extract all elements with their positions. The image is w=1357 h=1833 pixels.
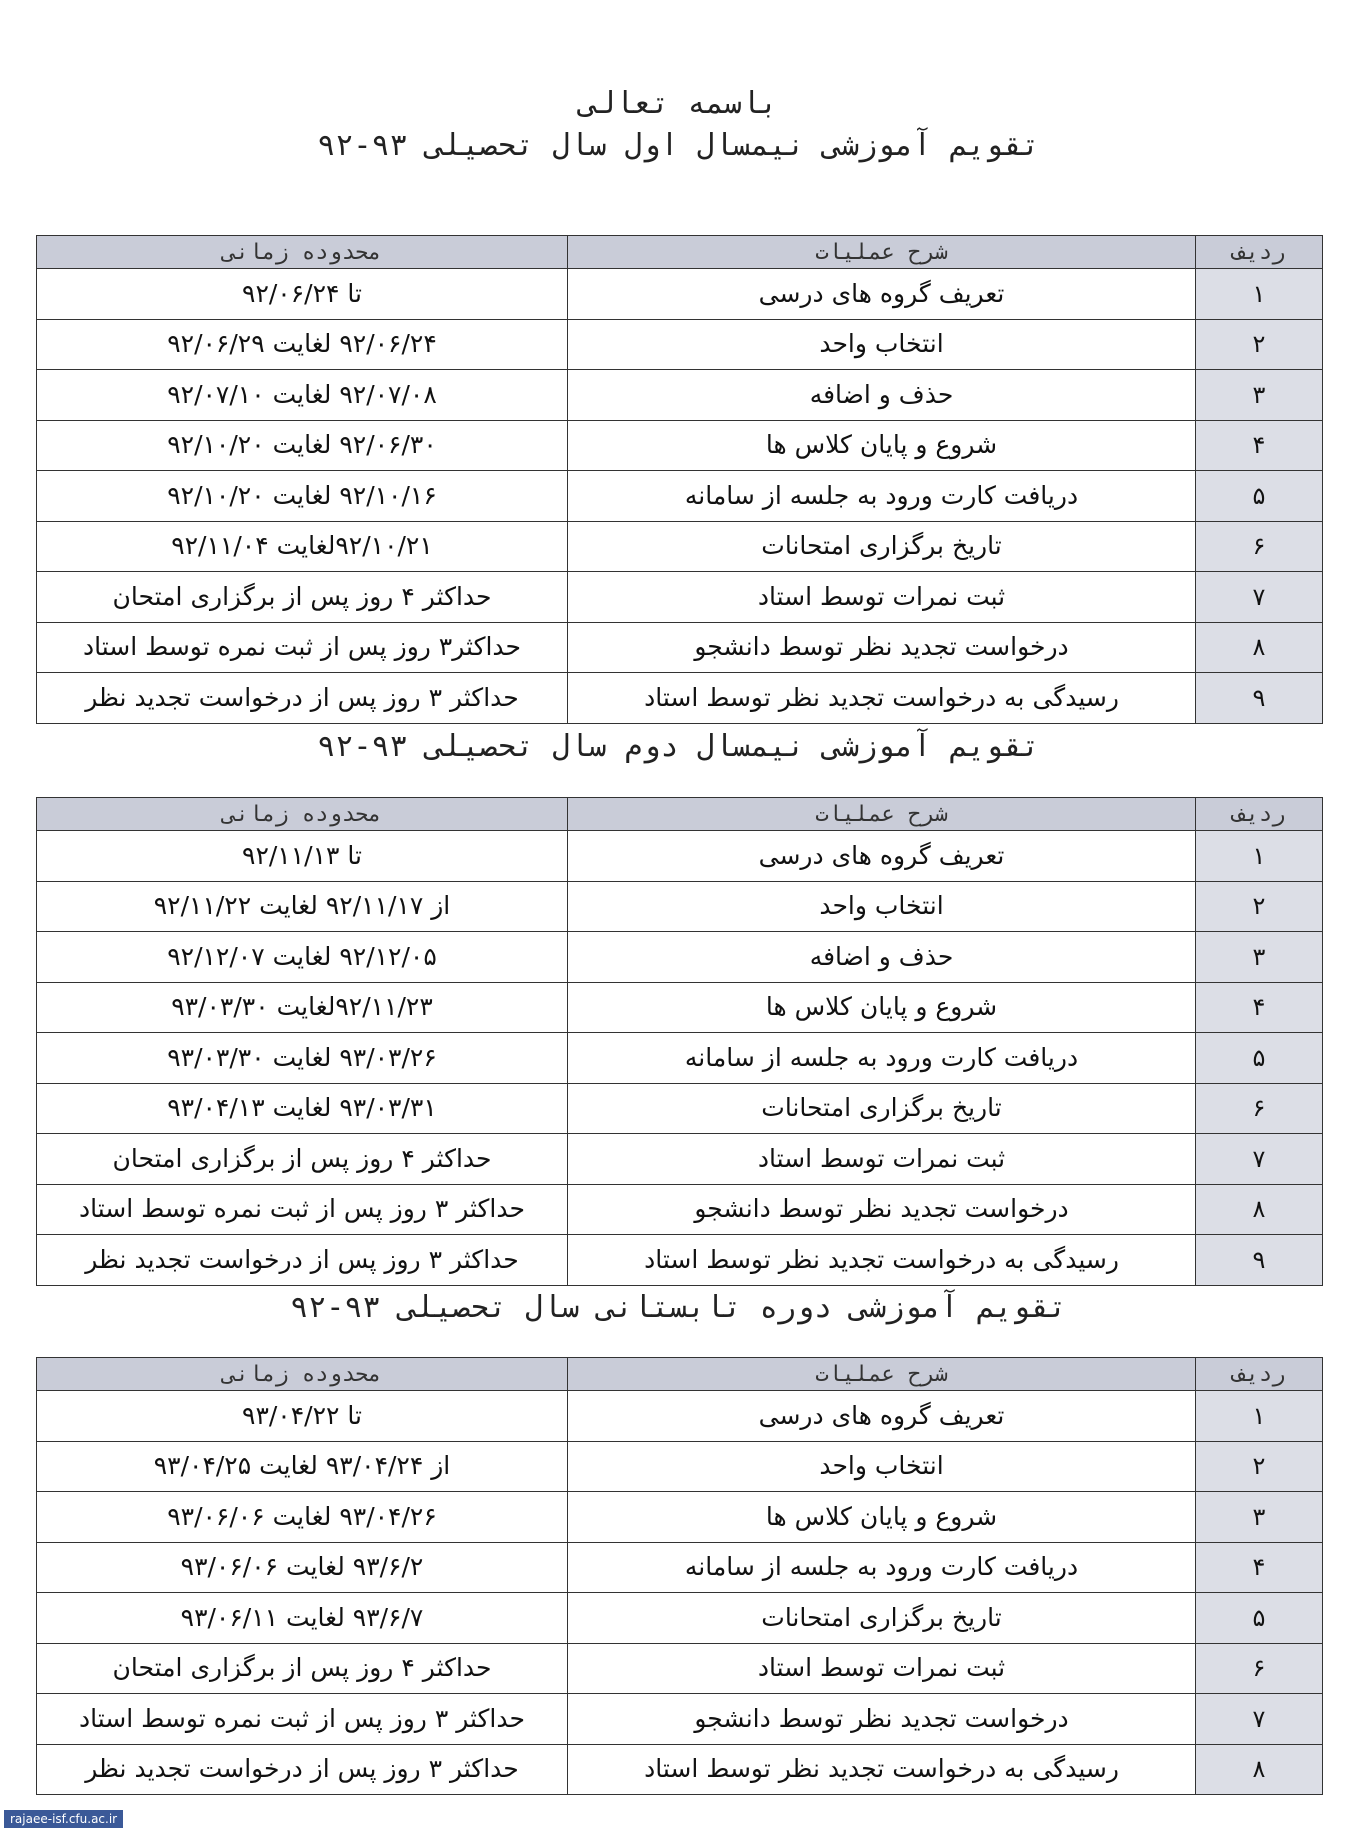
- operation-cell: ثبت نمرات توسط استاد: [568, 1643, 1196, 1694]
- table-row: [37, 572, 1323, 623]
- time-range-cell: ۹۳/۰۴/۲۶ لغایت ۹۳/۰۶/۰۶: [37, 1492, 568, 1543]
- table-row: [37, 673, 1323, 724]
- row-number: ۵: [1196, 1033, 1323, 1084]
- time-range-cell: حداکثر ۳ روز پس از ثبت نمره توسط استاد: [37, 1184, 568, 1235]
- row-number: ۶: [1196, 521, 1323, 572]
- operation-cell: تاریخ برگزاری امتحانات: [568, 1083, 1196, 1134]
- table-row: [37, 1391, 1323, 1442]
- operation-cell: انتخاب واحد: [568, 881, 1196, 932]
- table-row: [37, 831, 1323, 882]
- operation-cell: دریافت کارت ورود به جلسه از سامانه: [568, 1542, 1196, 1593]
- row-number: ۸: [1196, 1184, 1323, 1235]
- table-row: [37, 269, 1323, 320]
- row-number: ۵: [1196, 1593, 1323, 1644]
- column-header-row-number: ردیف: [1196, 798, 1323, 831]
- heading-summer-term: تقویم آموزشی دوره تابستانی سال تحصیلی ۹۳-۹۲: [290, 1290, 1067, 1325]
- time-range-cell: از ۹۳/۰۴/۲۴ لغایت ۹۳/۰۴/۲۵: [37, 1441, 568, 1492]
- time-range-cell: حداکثر ۴ روز پس از برگزاری امتحان: [37, 1643, 568, 1694]
- row-number: ۲: [1196, 881, 1323, 932]
- time-range-cell: ۹۳/۶/۲ لغایت ۹۳/۰۶/۰۶: [37, 1542, 568, 1593]
- operation-cell: تاریخ برگزاری امتحانات: [568, 521, 1196, 572]
- time-range-cell: حداکثر ۳ روز پس از درخواست تجدید نظر: [37, 1235, 568, 1286]
- column-header-time-range: محدوده زمانی: [37, 1358, 568, 1391]
- time-range-cell: ۹۲/۱۰/۲۱لغایت ۹۲/۱۱/۰۴: [37, 521, 568, 572]
- time-range-cell: حداکثر ۴ روز پس از برگزاری امتحان: [37, 572, 568, 623]
- row-number: ۲: [1196, 319, 1323, 370]
- table-row: [37, 1492, 1323, 1543]
- table-row: [37, 1694, 1323, 1745]
- operation-cell: رسیدگی به درخواست تجدید نظر توسط استاد: [568, 673, 1196, 724]
- time-range-cell: تا ۹۳/۰۴/۲۲: [37, 1391, 568, 1442]
- table-row: [37, 521, 1323, 572]
- column-header-time-range: محدوده زمانی: [37, 236, 568, 269]
- column-header-row-number: ردیف: [1196, 1358, 1323, 1391]
- operation-cell: انتخاب واحد: [568, 1441, 1196, 1492]
- operation-cell: رسیدگی به درخواست تجدید نظر توسط استاد: [568, 1235, 1196, 1286]
- table-row: [37, 1744, 1323, 1795]
- row-number: ۷: [1196, 1694, 1323, 1745]
- operation-cell: تعریف گروه های درسی: [568, 1391, 1196, 1442]
- time-range-cell: تا ۹۲/۰۶/۲۴: [37, 269, 568, 320]
- table-row: [37, 319, 1323, 370]
- column-header-time-range: محدوده زمانی: [37, 798, 568, 831]
- row-number: ۴: [1196, 982, 1323, 1033]
- row-number: ۳: [1196, 370, 1323, 421]
- row-number: ۴: [1196, 1542, 1323, 1593]
- table-header-row: [37, 236, 1323, 269]
- row-number: ۹: [1196, 1235, 1323, 1286]
- table-row: [37, 881, 1323, 932]
- operation-cell: ثبت نمرات توسط استاد: [568, 1134, 1196, 1185]
- table-row: [37, 1033, 1323, 1084]
- table-row: [37, 932, 1323, 983]
- row-number: ۹: [1196, 673, 1323, 724]
- row-number: ۲: [1196, 1441, 1323, 1492]
- table-row: [37, 1184, 1323, 1235]
- time-range-cell: حداکثر ۳ روز پس از ثبت نمره توسط استاد: [37, 1694, 568, 1745]
- time-range-cell: تا ۹۲/۱۱/۱۳: [37, 831, 568, 882]
- column-header-operation: شرح عملیات: [568, 236, 1196, 269]
- row-number: ۱: [1196, 831, 1323, 882]
- operation-cell: دریافت کارت ورود به جلسه از سامانه: [568, 471, 1196, 522]
- heading-first-semester: تقویم آموزشی نیمسال اول سال تحصیلی ۹۳-۹۲: [317, 128, 1040, 163]
- operation-cell: درخواست تجدید نظر توسط دانشجو: [568, 1694, 1196, 1745]
- operation-cell: شروع و پایان کلاس ها: [568, 982, 1196, 1033]
- time-range-cell: حداکثر ۳ روز پس از درخواست تجدید نظر: [37, 1744, 568, 1795]
- operation-cell: تاریخ برگزاری امتحانات: [568, 1593, 1196, 1644]
- operation-cell: دریافت کارت ورود به جلسه از سامانه: [568, 1033, 1196, 1084]
- row-number: ۶: [1196, 1083, 1323, 1134]
- table-row: [37, 370, 1323, 421]
- row-number: ۱: [1196, 269, 1323, 320]
- row-number: ۷: [1196, 1134, 1323, 1185]
- table-row: [37, 1542, 1323, 1593]
- column-header-row-number: ردیف: [1196, 236, 1323, 269]
- table-row: [37, 1593, 1323, 1644]
- row-number: ۳: [1196, 1492, 1323, 1543]
- time-range-cell: ۹۳/۶/۷ لغایت ۹۳/۰۶/۱۱: [37, 1593, 568, 1644]
- time-range-cell: ۹۲/۰۷/۰۸ لغایت ۹۲/۰۷/۱۰: [37, 370, 568, 421]
- row-number: ۳: [1196, 932, 1323, 983]
- operation-cell: تعریف گروه های درسی: [568, 831, 1196, 882]
- time-range-cell: حداکثر۳ روز پس از ثبت نمره توسط استاد: [37, 622, 568, 673]
- time-range-cell: ۹۲/۱۰/۱۶ لغایت ۹۲/۱۰/۲۰: [37, 471, 568, 522]
- first-semester-table: [36, 235, 1323, 724]
- column-header-operation: شرح عملیات: [568, 1358, 1196, 1391]
- row-number: ۸: [1196, 1744, 1323, 1795]
- second-semester-table: [36, 797, 1323, 1286]
- operation-cell: شروع و پایان کلاس ها: [568, 1492, 1196, 1543]
- operation-cell: تعریف گروه های درسی: [568, 269, 1196, 320]
- time-range-cell: حداکثر ۴ روز پس از برگزاری امتحان: [37, 1134, 568, 1185]
- operation-cell: درخواست تجدید نظر توسط دانشجو: [568, 622, 1196, 673]
- row-number: ۱: [1196, 1391, 1323, 1442]
- operation-cell: رسیدگی به درخواست تجدید نظر توسط استاد: [568, 1744, 1196, 1795]
- row-number: ۷: [1196, 572, 1323, 623]
- time-range-cell: ۹۲/۰۶/۳۰ لغایت ۹۲/۱۰/۲۰: [37, 420, 568, 471]
- operation-cell: درخواست تجدید نظر توسط دانشجو: [568, 1184, 1196, 1235]
- table-row: [37, 622, 1323, 673]
- table-header-row: [37, 1358, 1323, 1391]
- heading-bismillah: باسمه تعالی: [579, 86, 778, 121]
- time-range-cell: ۹۲/۱۱/۲۳لغایت ۹۳/۰۳/۳۰: [37, 982, 568, 1033]
- time-range-cell: از ۹۲/۱۱/۱۷ لغایت ۹۲/۱۱/۲۲: [37, 881, 568, 932]
- row-number: ۸: [1196, 622, 1323, 673]
- row-number: ۵: [1196, 471, 1323, 522]
- row-number: ۶: [1196, 1643, 1323, 1694]
- heading-second-semester: تقویم آموزشی نیمسال دوم سال تحصیلی ۹۳-۹۲: [317, 729, 1040, 764]
- row-number: ۴: [1196, 420, 1323, 471]
- operation-cell: حذف و اضافه: [568, 932, 1196, 983]
- summer-term-table: [36, 1357, 1323, 1795]
- table-row: [37, 1441, 1323, 1492]
- table-row: [37, 982, 1323, 1033]
- operation-cell: انتخاب واحد: [568, 319, 1196, 370]
- table-row: [37, 1083, 1323, 1134]
- time-range-cell: ۹۲/۰۶/۲۴ لغایت ۹۲/۰۶/۲۹: [37, 319, 568, 370]
- table-row: [37, 1134, 1323, 1185]
- time-range-cell: ۹۳/۰۳/۳۱ لغایت ۹۳/۰۴/۱۳: [37, 1083, 568, 1134]
- column-header-operation: شرح عملیات: [568, 798, 1196, 831]
- operation-cell: حذف و اضافه: [568, 370, 1196, 421]
- site-watermark: rajaee-isf.cfu.ac.ir: [4, 1810, 123, 1828]
- operation-cell: ثبت نمرات توسط استاد: [568, 572, 1196, 623]
- operation-cell: شروع و پایان کلاس ها: [568, 420, 1196, 471]
- time-range-cell: ۹۲/۱۲/۰۵ لغایت ۹۲/۱۲/۰۷: [37, 932, 568, 983]
- time-range-cell: ۹۳/۰۳/۲۶ لغایت ۹۳/۰۳/۳۰: [37, 1033, 568, 1084]
- table-row: [37, 1643, 1323, 1694]
- table-row: [37, 471, 1323, 522]
- time-range-cell: حداکثر ۳ روز پس از درخواست تجدید نظر: [37, 673, 568, 724]
- table-header-row: [37, 798, 1323, 831]
- table-row: [37, 1235, 1323, 1286]
- table-row: [37, 420, 1323, 471]
